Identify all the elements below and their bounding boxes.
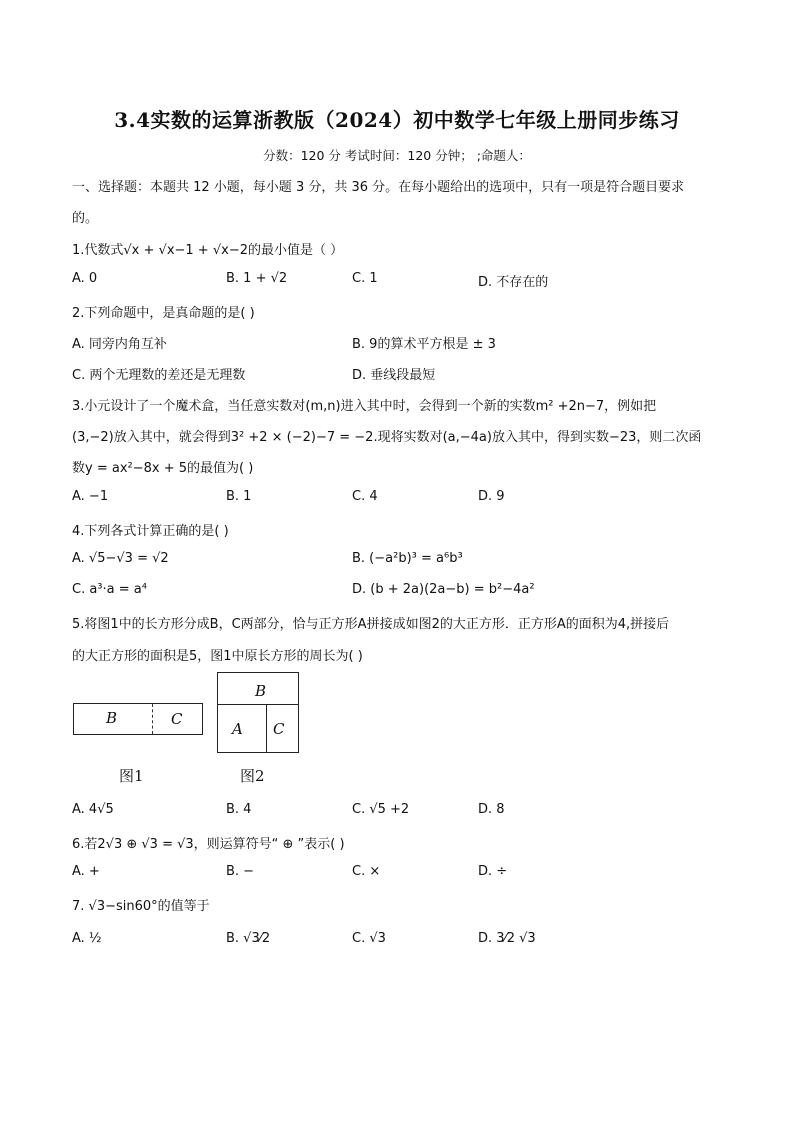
fig1-dashed-divider bbox=[152, 704, 153, 734]
q1-option-a: A. 0 bbox=[72, 271, 98, 286]
q4-option-c: C. a³·a = a⁴ bbox=[72, 582, 147, 597]
section-heading-line2: 的。 bbox=[72, 211, 99, 226]
q3-option-b: B. 1 bbox=[226, 489, 252, 504]
q1-option-d: D. 不存在的 bbox=[478, 275, 549, 290]
page-title: 3.4实数的运算浙教版（2024）初中数学七年级上册同步练习 bbox=[114, 108, 680, 132]
fig2-label-c: C bbox=[273, 720, 285, 738]
q7-option-a: A. ½ bbox=[72, 931, 102, 946]
q6-option-b: B. − bbox=[226, 864, 255, 879]
fig1-caption: 图1 bbox=[119, 767, 144, 785]
q3-line1: 3.小元设计了一个魔术盒，当任意实数对(m,n)进入其中时，会得到一个新的实数m² +2n−7，例如把 bbox=[72, 399, 657, 414]
fig1-rectangle bbox=[73, 703, 203, 735]
q1-option-b: B. 1 + √2 bbox=[226, 271, 288, 286]
q6-option-c: C. × bbox=[352, 864, 381, 879]
q6-stem: 6.若2√3 ⊕ √3 = √3，则运算符号“ ⊕ ”表示( ) bbox=[72, 837, 345, 852]
fig1-label-b: B bbox=[106, 709, 118, 727]
fig2-label-b: B bbox=[255, 682, 267, 700]
q7-option-b: B. √3⁄2 bbox=[226, 931, 271, 946]
q5-option-b: B. 4 bbox=[226, 802, 252, 817]
fig2-vertical-divider bbox=[266, 704, 267, 752]
fig2-label-a: A bbox=[232, 720, 243, 738]
fig2-horizontal-divider bbox=[218, 704, 298, 705]
exam-info: 分数：120 分 考试时间：120 分钟； ;命题人： bbox=[263, 148, 531, 163]
q5-option-a: A. 4√5 bbox=[72, 802, 114, 817]
q3-line3: 数y = ax²−8x + 5的最值为( ) bbox=[72, 461, 254, 476]
q4-stem: 4.下列各式计算正确的是( ) bbox=[72, 524, 229, 539]
q7-option-c: C. √3 bbox=[352, 931, 386, 946]
q3-option-c: C. 4 bbox=[352, 489, 378, 504]
q1-stem: 1.代数式√x + √x−1 + √x−2的最小值是（ ） bbox=[72, 243, 344, 258]
fig2-caption: 图2 bbox=[240, 767, 265, 785]
q1-option-c: C. 1 bbox=[352, 271, 378, 286]
q7-option-d: D. 3⁄2 √3 bbox=[478, 931, 536, 946]
q3-option-d: D. 9 bbox=[478, 489, 505, 504]
q4-option-d: D. (b + 2a)(2a−b) = b²−4a² bbox=[352, 582, 535, 597]
q7-stem: 7. √3−sin60°的值等于 bbox=[72, 899, 210, 914]
q2-option-d: D. 垂线段最短 bbox=[352, 368, 436, 383]
q6-option-a: A. + bbox=[72, 864, 100, 879]
section-heading-line1: 一、选择题：本题共 12 小题，每小题 3 分，共 36 分。在每小题给出的选项中，只有一项是符合题目要求 bbox=[72, 180, 685, 195]
fig1-label-c: C bbox=[171, 710, 183, 728]
q2-option-b: B. 9的算术平方根是 ± 3 bbox=[352, 337, 496, 352]
q2-stem: 2.下列命题中，是真命题的是( ) bbox=[72, 306, 255, 321]
q3-line2: (3,−2)放入其中，就会得到3² +2 × (−2)−7 = −2.现将实数对(a,−4a)放入其中，得到实数−23，则二次函 bbox=[72, 430, 702, 445]
q2-option-c: C. 两个无理数的差还是无理数 bbox=[72, 368, 246, 383]
q4-option-b: B. (−a²b)³ = a⁶b³ bbox=[352, 551, 463, 566]
q3-option-a: A. −1 bbox=[72, 489, 109, 504]
q4-option-a: A. √5−√3 = √2 bbox=[72, 551, 169, 566]
q6-option-d: D. ÷ bbox=[478, 864, 508, 879]
q5-line1: 5.将图1中的长方形分成B，C两部分，恰与正方形A拼接成如图2的大正方形．正方形A的面积为4,拼接后 bbox=[72, 617, 670, 632]
q2-option-a: A. 同旁内角互补 bbox=[72, 337, 167, 352]
q5-option-d: D. 8 bbox=[478, 802, 505, 817]
q5-line2: 的大正方形的面积是5，图1中原长方形的周长为( ) bbox=[72, 649, 363, 664]
q5-option-c: C. √5 +2 bbox=[352, 802, 410, 817]
